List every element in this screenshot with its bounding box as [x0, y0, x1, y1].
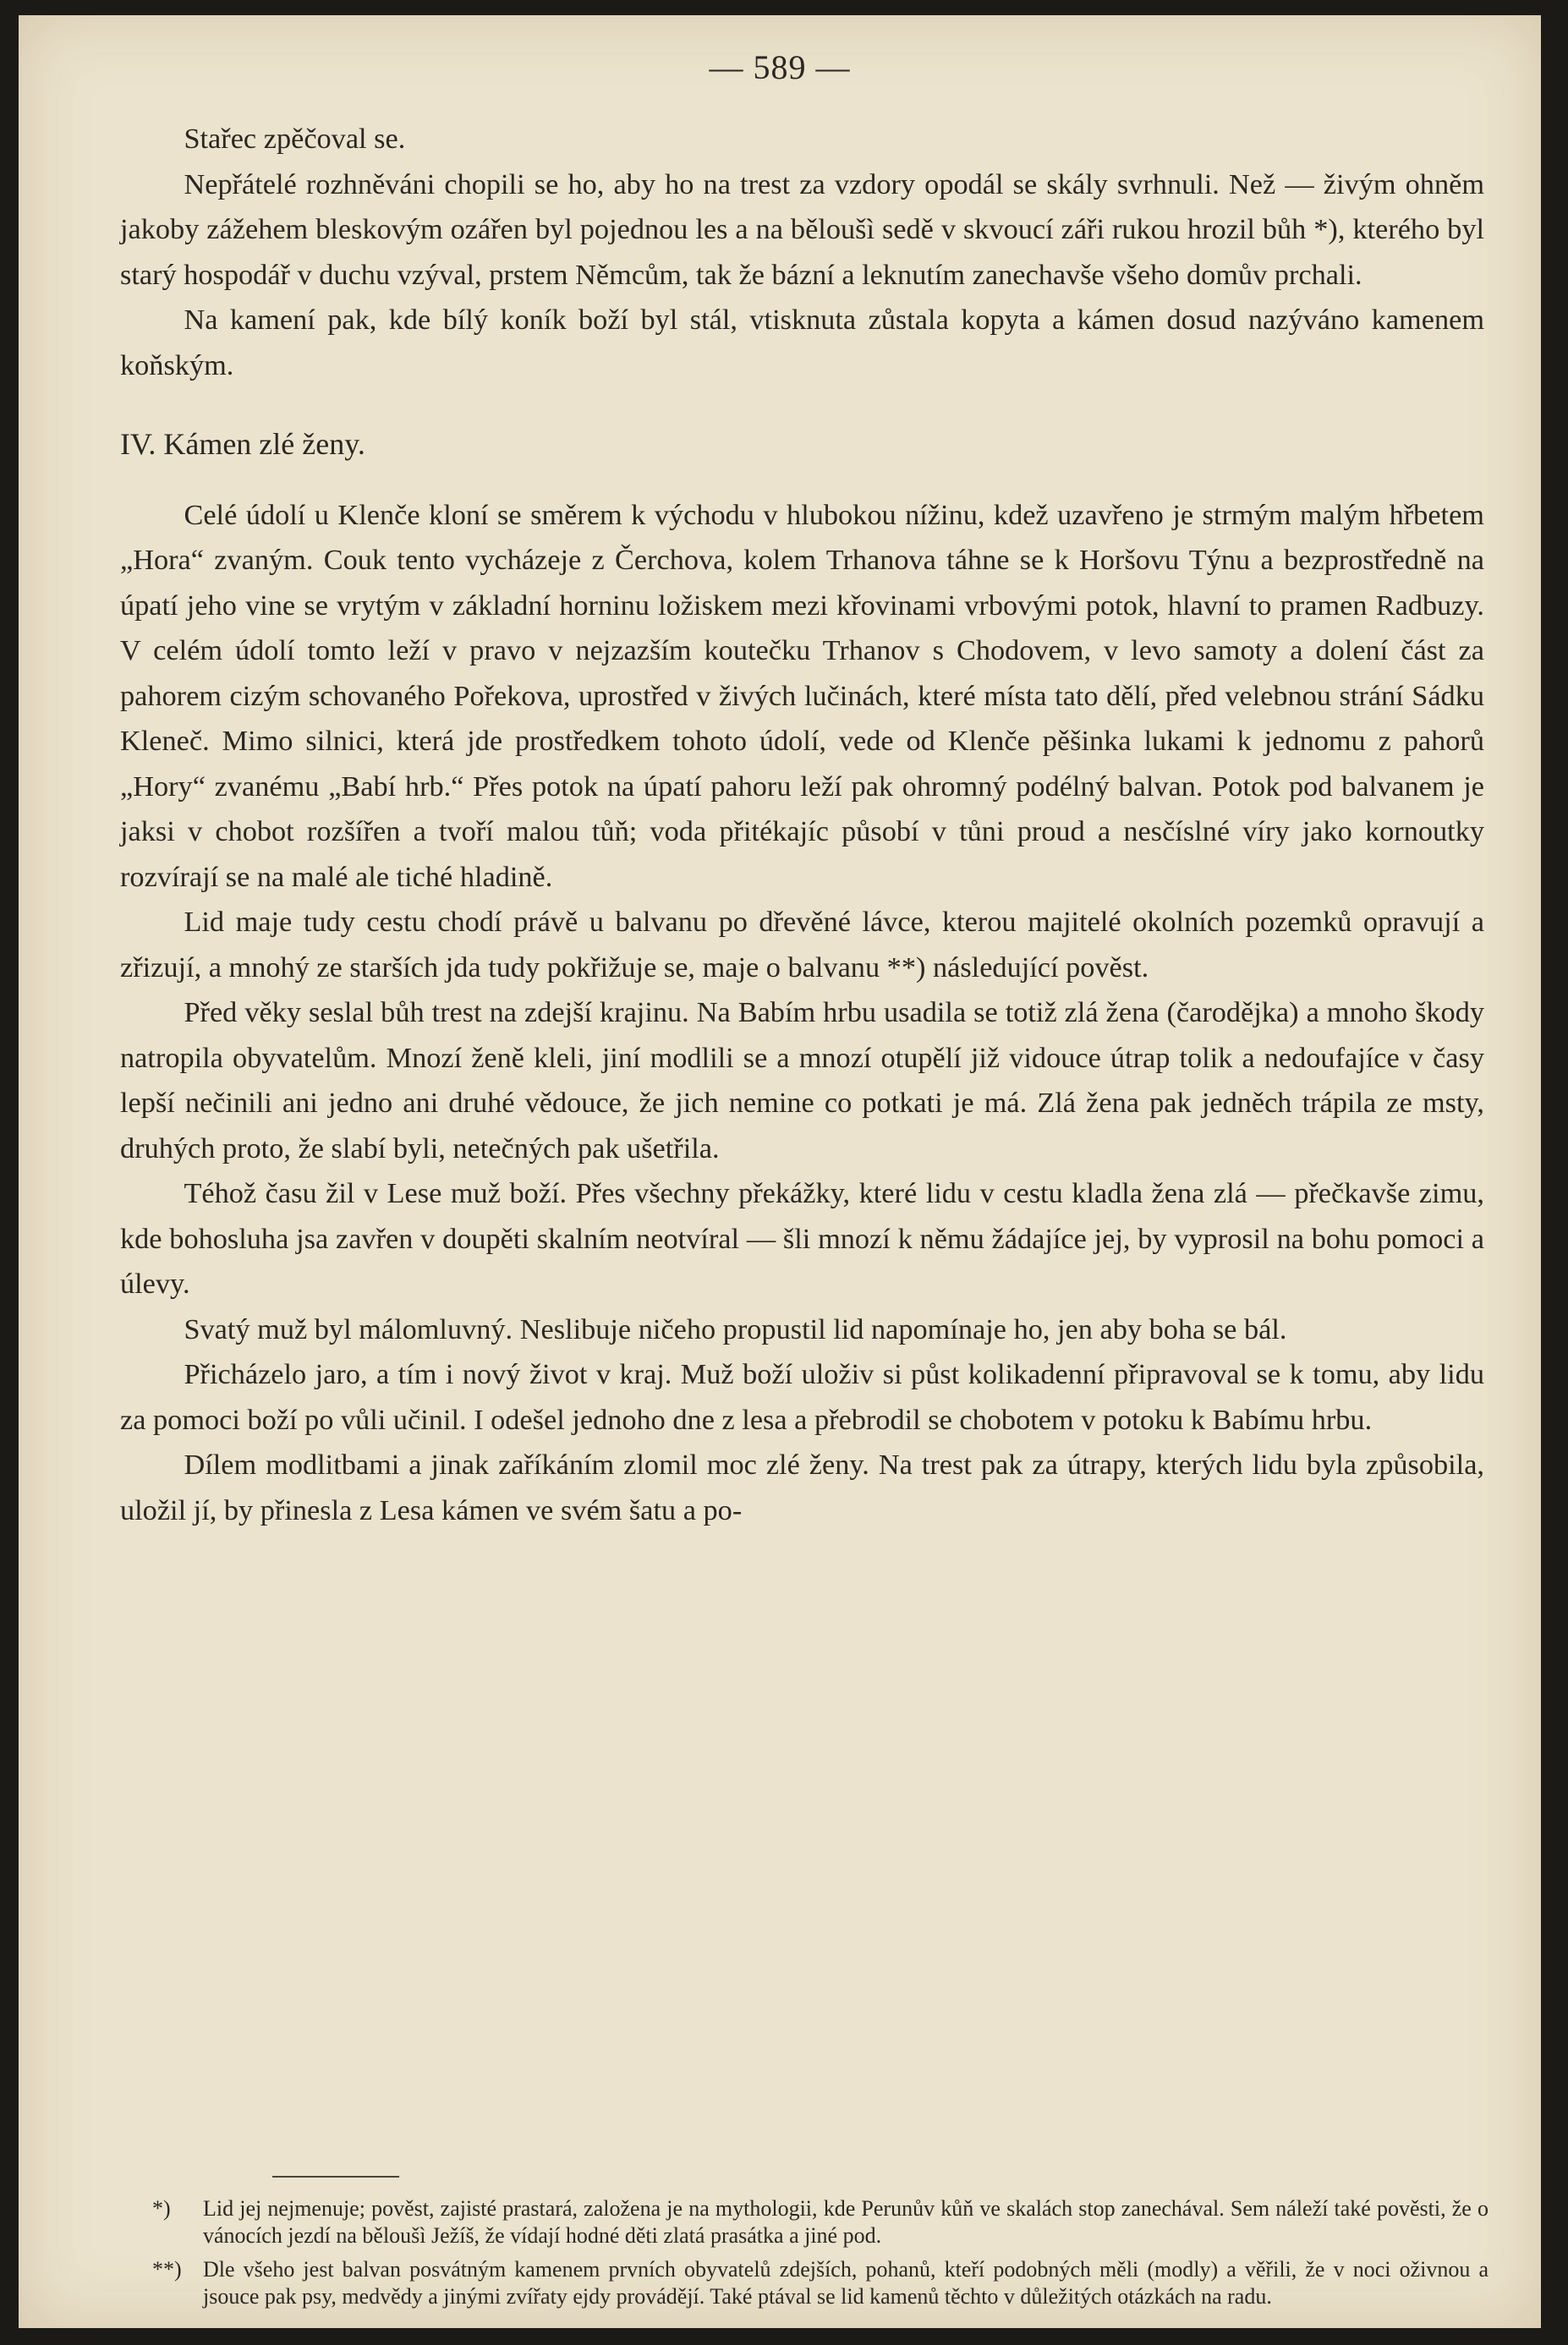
page-number: — 589 —	[709, 48, 851, 86]
body-text	[120, 117, 1484, 1533]
footnote	[152, 2256, 1489, 2310]
footnotes	[152, 2195, 1489, 2317]
footnote	[152, 2195, 1489, 2249]
paragraph: Lid maje tudy cestu chodí právě u balvanu po dřevěné lávce, kterou majitelé okolních pozemků opravují a zřizují, a mnohý ze starších jda tudy pokřižuje se, maje o balvanu **) následující pověst.	[120, 906, 1484, 983]
paragraph: Před věky seslal bůh trest na zdejší krajinu. Na Babím hrbu usadila se totiž zlá žena (čarodějka) a mnoho škody natropila obyvatelům. Mnozí ženě kleli, jiní modlili se a mnozí otupělí již vidouce útrap tolik a nedoufajíce v časy lepší nečinili ani jedno ani druhé vědouce, že jich nemine co potkati je má. Zlá žena pak jedněch trápila ze msty, druhých proto, že slabí byli, netečných pak ušetřila.	[120, 996, 1484, 1164]
paragraph: Téhož času žil v Lese muž boží. Přes všechny překážky, které lidu v cestu kladla žena zlá — přečkavše zimu, kde bohosluha jsa zavřen v doupěti skalním neotvíral — šli mnozí k němu žádajíce jej, by vyprosil na bohu pomoci a úlevy.	[120, 1177, 1484, 1300]
footnote-text: Dle všeho jest balvan posvátným kamenem prvních obyvatelů zdejších, pohanů, kteří podobných měli (modly) a věřili, že v noci oživnou a jsouce pak psy, medvědy a jinými zvířaty ejdy provádějí. Také ptával se lid kamenů těchto v důležitých otázkách na radu.	[203, 2257, 1489, 2309]
paragraph: Dílem modlitbami a jinak zaříkáním zlomil moc zlé ženy. Na trest pak za útrapy, kterých lidu byla způsobila, uložil jí, by přinesla z Lesa kámen ve svém šatu a po-	[120, 1449, 1484, 1526]
paragraph: Svatý muž byl málomluvný. Neslibuje ničeho propustil lid napomínaje ho, jen aby boha se bál.	[184, 1312, 1287, 1345]
section-heading: IV. Kámen zlé ženy.	[120, 427, 365, 461]
footnote-mark: *)	[152, 2196, 171, 2221]
paragraph: Přicházelo jaro, a tím i nový život v kraj. Muž boží uloživ si půst kolikadenní připravoval se k tomu, aby lidu za pomoci boží po vůli učinil. I odešel jednoho dne z lesa a přebrodil se chobotem v potoku k Babímu hrbu.	[120, 1358, 1484, 1436]
footnote-text: Lid jej nejmenuje; pověst, zajisté prastará, založena je na mythologii, kde Perunův kůň ve skalách stop zanechával. Sem náleží také pověsti, že o vánocích jezdí na běloušì Ježíš, že vídají hodné děti zlatá prasátka a jiné pod.	[203, 2196, 1489, 2248]
paragraph: Na kamení pak, kde bílý koník boží byl stál, vtisknuta zůstala kopyta a kámen dosud nazýváno kamenem koňským.	[120, 304, 1484, 381]
paragraph: Nepřátelé rozhněváni chopili se ho, aby ho na trest za vzdory opodál se skály svrhnuli. Než — živým ohněm jakoby zážehem bleskovým ozářen byl pojednou les a na běloušì sedě v skvoucí záři rukou hrozil bůh *), kterého byl starý hospodář v duchu vzýval, prstem Němcům, tak že bázní a leknutím zanechavše všeho domův prchali.	[120, 167, 1484, 291]
scanned-page	[19, 15, 1541, 2328]
footnote-mark: **)	[152, 2257, 182, 2282]
paragraph: Celé údolí u Klenče kloní se směrem k východu v hlubokou nížinu, kdež uzavřeno je strmým malým hřbetem „Hora“ zvaným. Couk tento vycházeje z Čerchova, kolem Trhanova táhne se k Horšovu Týnu a bezprostředně na úpatí jeho vine se vrytým v základní horninu ložiskem mezi křovinami vrbovými potok, hlavní to pramen Radbuzy. V celém údolí tomto leží v pravo v nejzazším koutečku Trhanov s Chodovem, v levo samoty a dolení část za pahorem cizým schovaného Pořekova, uprostřed v živých lučinách, které místa tato dělí, před velebnou strání Sádku Kleneč. Mimo silnici, která jde prostředkem tohoto údolí, vede od Klenče pěšinka lukami k jednomu z pahorů „Hory“ zvanému „Babí hrb.“ Přes potok na úpatí pahoru leží pak ohromný podélný balvan. Potok pod balvanem je jaksi v chobot rozšířen a tvoří malou tůň; voda přitékajíc působí v tůni proud a nesčíslné víry jako kornoutky rozvírají se na malé ale tiché hladině.	[120, 498, 1484, 893]
footnote-rule	[272, 2176, 399, 2178]
paragraph: Stařec zpěčoval se.	[184, 123, 406, 155]
